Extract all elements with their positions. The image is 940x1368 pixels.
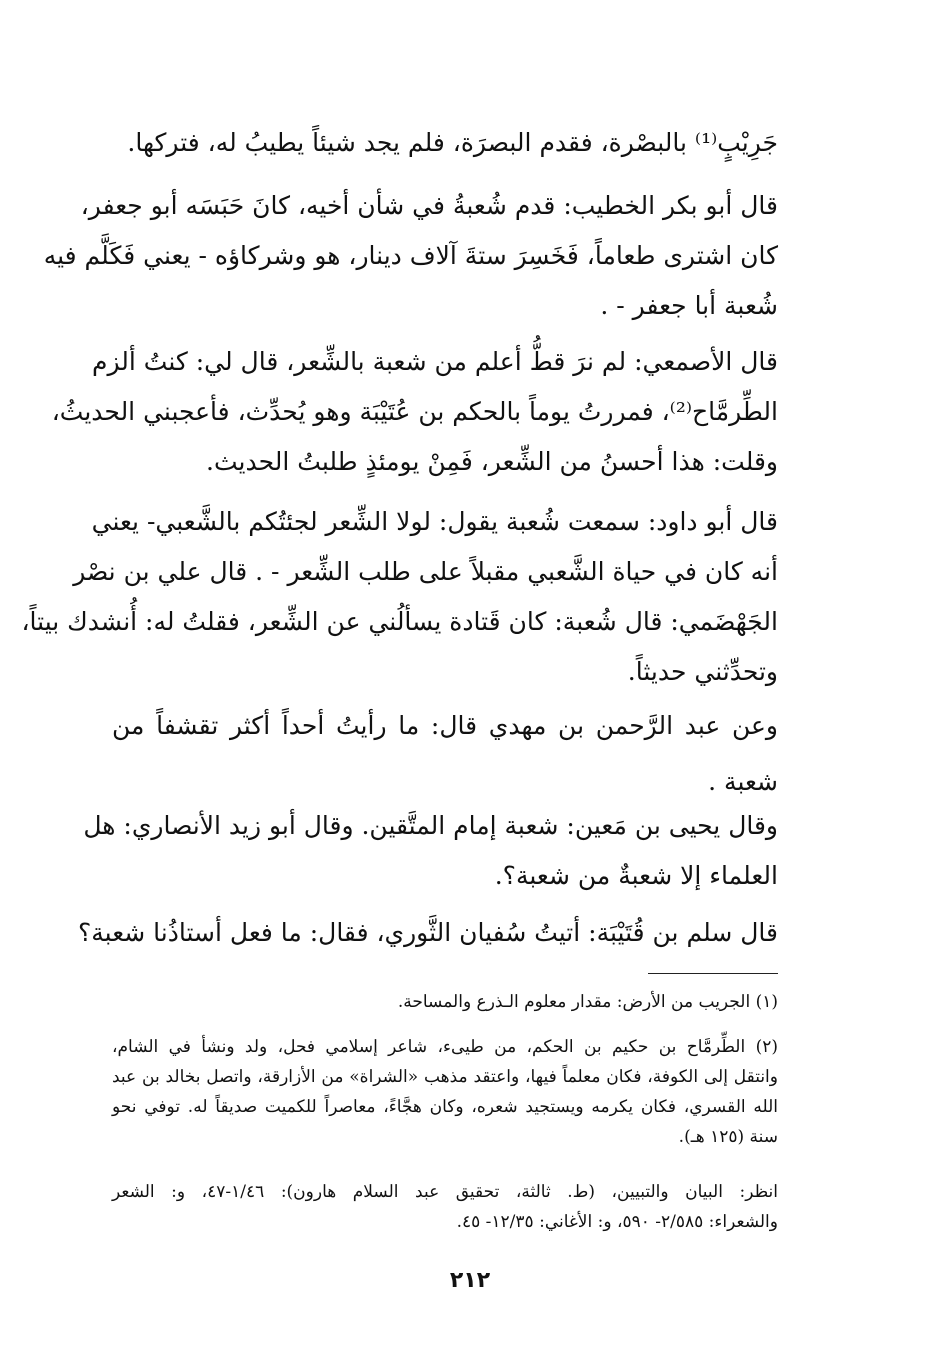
text-line: وقال يحيى بن مَعين: شعبة إمام المتَّقين. وقال أبو زيد الأنصاري: هل bbox=[83, 811, 778, 840]
footnote-line: وانتقل إلى الكوفة، فكان معلماً فيها، واعتقد مذهب «الشراة» من الأزارقة، واتصل بخالد بن عبد bbox=[112, 1067, 778, 1087]
page-number: ٢١٢ bbox=[449, 1268, 491, 1293]
text-line: أنه كان في حياة الشَّعبي مقبلاً على طلب الشِّعر - . قال علي بن نصْر bbox=[73, 557, 778, 586]
footnote-references bbox=[112, 1177, 778, 1237]
paragraph-2 bbox=[43, 181, 778, 331]
paragraph-6 bbox=[83, 801, 778, 901]
paragraph-5 bbox=[112, 701, 778, 807]
text-line: شُعبة أبا جعفر - . bbox=[600, 291, 778, 320]
footnote-line: والشعراء: ٢/٥٨٥- ٥٩٠، و: الأغاني: ١٢/٣٥- ٤٥. bbox=[456, 1212, 778, 1232]
paragraph-3 bbox=[51, 337, 778, 487]
paragraph-7 bbox=[78, 908, 778, 958]
footnote-line: (١) الجريب من الأرض: مقدار معلوم الـذرع والمساحة. bbox=[397, 992, 778, 1012]
footnote-separator bbox=[648, 973, 778, 974]
footnote-line: الله القسري، فكان يكرمه ويستجيد شعره، وكان هجَّاءً، معاصراً للكميت صديقاً له. توفي نحو bbox=[112, 1097, 778, 1117]
text-line: قال أبو بكر الخطيب: قدم شُعبةُ في شأن أخيه، كانَ حَبَسَه أبو جعفر، bbox=[80, 191, 778, 220]
footnote-1 bbox=[112, 987, 778, 1017]
text-line: الطِّرمَّاح⁽²⁾، فمررتُ يوماً بالحكم بن عُتَيْبَة وهو يُحدِّث، فأعجبني الحديثُ، bbox=[51, 397, 778, 426]
text-line: وعن عبد الرَّحمن بن مهدي قال: ما رأيتُ أحداً أكثر تقشفاً من bbox=[112, 711, 778, 740]
text-line: وقلت: هذا أحسنُ من الشِّعر، فَمِنْ يومئذٍ طلبتُ الحديث. bbox=[206, 447, 778, 476]
text-line: قال أبو داود: سمعت شُعبة يقول: لولا الشِّعر لجئتُكم بالشَّعبي- يعني bbox=[91, 507, 778, 536]
footnote-line: (٢) الطِّرمَّاح بن حكيم بن الحكم، من طيىء، شاعر إسلامي فحل، ولد ونشأ في الشام، bbox=[112, 1037, 778, 1057]
footnote-line: انظر: البيان والتبيين، (ط. ثالثة، تحقيق عبد السلام هارون): ١/٤٦-٤٧، و: الشعر bbox=[112, 1182, 778, 1202]
text-line: وتحدِّثني حديثاً. bbox=[627, 657, 778, 686]
footnote-2 bbox=[112, 1032, 778, 1152]
text-line: قال الأصمعي: لم نرَ قطُّ أعلم من شعبة بالشِّعر، قال لي: كنتُ ألزم bbox=[92, 347, 778, 376]
text-line: قال سلم بن قُتَيْبَة: أتيتُ سُفيان الثَّوري، فقال: ما فعل أستاذُنا شعبة؟ bbox=[78, 918, 778, 947]
text-line: الجَهْضَمي: قال شُعبة: كان قَتادة يسألُني عن الشِّعر، فقلتُ له: أُنشدك بيتاً، bbox=[21, 607, 778, 636]
text-line: العلماء إلا شعبةٌ من شعبة؟. bbox=[494, 861, 778, 890]
text-line: جَرِيْبٍ⁽¹⁾ بالبصْرة، فقدم البصرَة، فلم يجد شيئاً يطيبُ له، فتركها. bbox=[127, 128, 778, 157]
paragraph-4 bbox=[21, 497, 778, 697]
text-line: كان اشترى طعاماً، فَخَسِرَ ستةَ آلاف دينار، هو وشركاؤه - يعني فَكَلَّم فيه bbox=[43, 241, 778, 270]
footnote-line: سنة (١٢٥ هـ). bbox=[678, 1127, 778, 1147]
text-line: شعبة . bbox=[708, 767, 778, 796]
paragraph-1 bbox=[112, 118, 778, 168]
